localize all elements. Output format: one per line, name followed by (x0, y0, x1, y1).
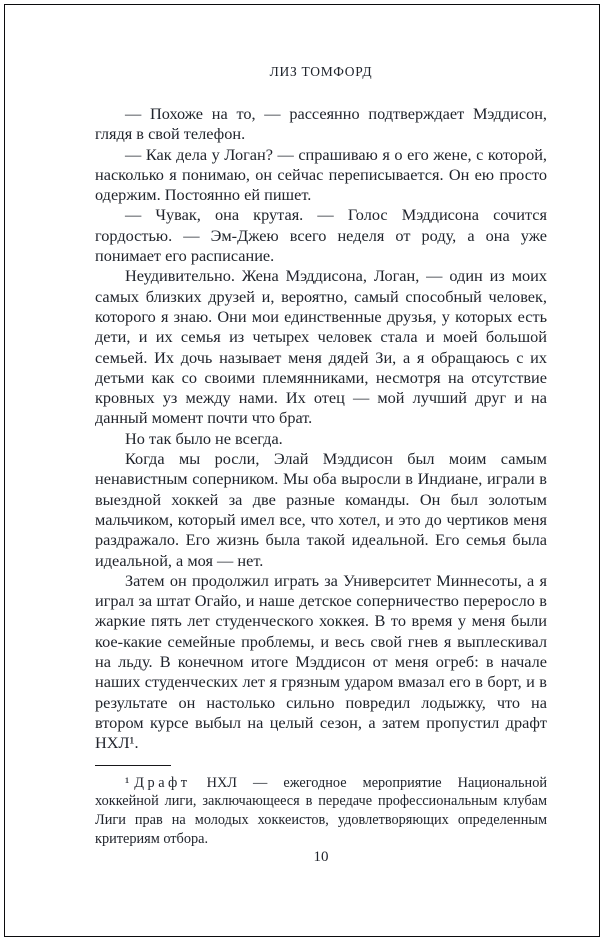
running-header-author: ЛИЗ ТОМФОРД (269, 64, 373, 79)
paragraph: Затем он продолжил играть за Университет Миннесоты, а я играл за штат Огайо, и наше детское соперничество переросло в жаркие пять лет студенческого хоккея. В то время у меня были кое-какие семейные проблемы, и весь свой гнев я выплескивал на льду. В конечном итоге Мэддисон от меня огреб: в начале наших студенческих лет я грязным ударом вмазал его в борт, и в результате он настолько сильно повредил лодыжку, что на втором курсе выбыл на целый сезон, а затем пропустил драфт НХЛ¹. (95, 570, 547, 753)
footnote-separator (95, 765, 171, 766)
paragraph: — Похоже на то, — рассеянно подтверждает Мэддисон, глядя в свой телефон. (95, 104, 547, 144)
paragraph: — Чувак, она крутая. — Голос Мэддисона сочится гордостью. — Эм-Джею всего неделя от роду, а она уже понимает его расписание. (95, 205, 547, 266)
text-column (95, 104, 547, 848)
footnote-marker: ¹ (125, 774, 130, 791)
footnote (95, 774, 547, 849)
paragraph: Неудивительно. Жена Мэддисона, Логан, — один из моих самых близких друзей и, вероятно, самый способный человек, которого я знаю. Они мои единственные друзья, у которых есть дети, и их семья из четырех человек стала и моей большой семьей. Их дочь называет меня дядей Зи, а я обращаюсь с их детьми как со своими племянниками, несмотря на отсутствие кровных уз между нами. Их отец — мой лучший друг и на данный момент почти что брат. (95, 266, 547, 428)
footnote-text: НХЛ — ежегодное мероприятие Национальной хоккейной лиги, заключающееся в передаче профессиональным клубам Лиги прав на молодых хоккеистов, удовлетворяющих определенным критериям отбора. (95, 774, 548, 847)
paragraph: Но так было не всегда. (125, 428, 283, 448)
page-number: 10 (313, 849, 329, 865)
paragraph: — Как дела у Логан? — спрашиваю я о его жене, с которой, насколько я понимаю, он сейчас переписывается. Он ею просто одержим. Постоянно ей пишет. (95, 144, 547, 205)
paragraph: Когда мы росли, Элай Мэддисон был моим самым ненавистным соперником. Мы оба выросли в Индиане, играли в выездной хоккей за две разные команды. Он был золотым мальчиком, который имел все, что хотел, и это до чертиков меня раздражало. Его жизнь была такой идеальной. Его семья была идеальной, а моя — нет. (95, 449, 547, 570)
footnote-term: Драфт (134, 774, 191, 791)
